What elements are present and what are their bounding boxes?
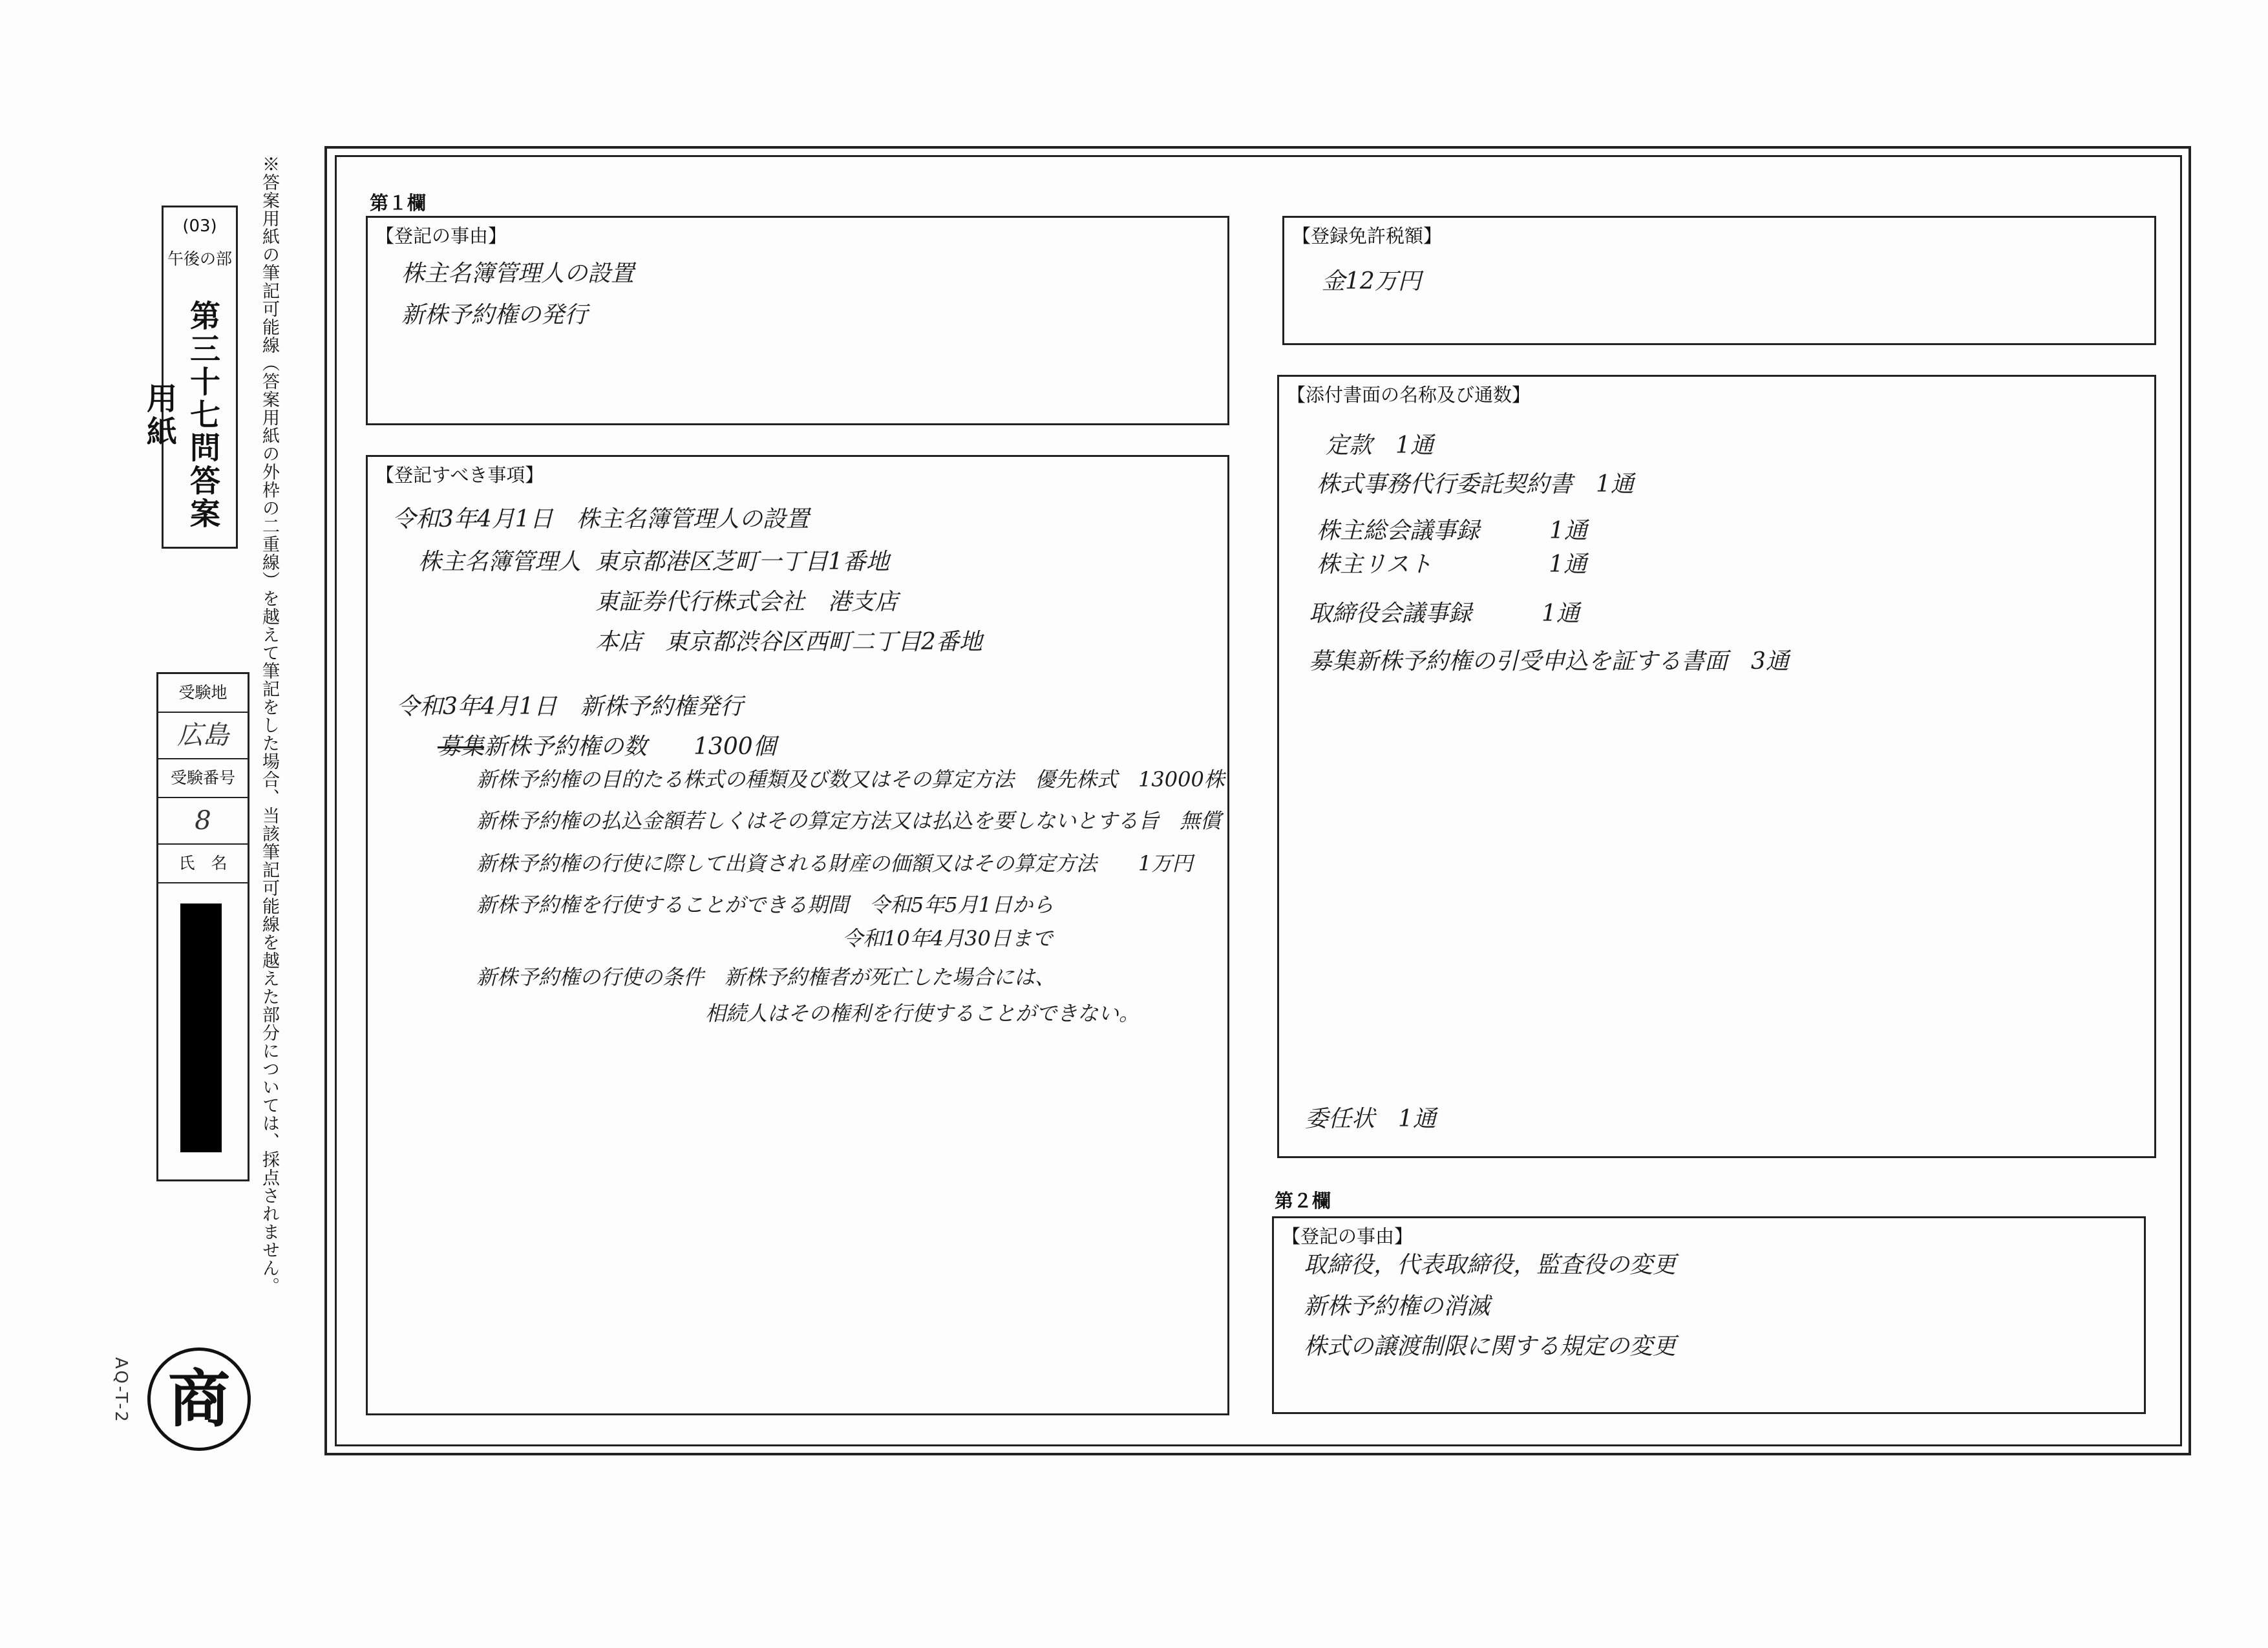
exam-site-label: 受験地 [158,674,248,713]
change-reason-line-3: 株式の譲渡制限に関する規定の変更 [1304,1333,1677,1360]
attachments-box[interactable] [1277,375,2156,1158]
name-label: 氏 名 [158,845,248,883]
exam-code: (03) [182,217,217,236]
attachment-item-5: 取締役会議事録 1通 [1309,600,1580,627]
reason-line-1: 株主名簿管理人の設置 [401,260,635,287]
attachment-item-3: 株主総会議事録 1通 [1317,518,1587,544]
attachment-item-1: 定款 1通 [1326,432,1434,459]
tax-box[interactable] [1282,216,2156,345]
matters-line-a1: 令和3年4月1日 株主名簿管理人の設置 [392,506,809,533]
matters-line-b2 [438,728,776,761]
matters-line-b6: 新株予約権を行使することができる期間 令和5年5月1日から [476,893,1054,917]
candidate-box [156,672,249,1181]
attachment-item-2: 株式事務代行委託契約書 1通 [1317,471,1634,498]
attachment-item-4: 株主リスト 1通 [1317,551,1587,578]
matters-line-a3: 東証券代行株式会社 港支店 [595,589,898,615]
tax-value: 金12万円 [1322,268,1421,295]
page-id: AQ-T-2 [111,1357,131,1424]
matters-line-a2-key: 株主名簿管理人 [418,549,582,575]
struck-text: 募集 [438,734,485,760]
reason-line-2: 新株予約権の発行 [401,302,588,328]
matters-line-b1: 令和3年4月1日 新株予約権発行 [396,693,743,720]
exam-session: 午後の部 [167,249,232,268]
change-reason-line-1: 取締役，代表取締役，監査役の変更 [1304,1252,1677,1278]
change-reason-box[interactable] [1272,1216,2146,1414]
matters-line-b9: 相続人はその権利を行使することができない。 [705,1001,1140,1026]
matters-line-b7: 令和10年4月30日まで [842,926,1053,951]
matters-line-b3: 新株予約権の目的たる株式の種類及び数又はその算定方法 優先株式 13000株 [476,767,1225,792]
matters-line-b5: 新株予約権の行使に際して出資される財産の価額又はその算定方法 1万円 [476,851,1193,876]
matters-box[interactable] [366,455,1229,1415]
change-reason-label: 【登記の事由】 [1282,1225,1414,1247]
tax-label: 【登録免許税額】 [1292,225,1443,247]
exam-number-value: 8 [158,798,248,845]
change-reason-line-2: 新株予約権の消滅 [1304,1293,1490,1320]
exam-title-box [142,206,238,549]
matters-line-b4: 新株予約権の払込金額若しくはその算定方法又は払込を要しないとする旨 無償 [476,808,1222,833]
notice-text: ※答案用紙の筆記可能線（答案用紙の外枠の二重線）を越えて筆記をした場合、当該筆記可能線を越えた部分については、採点されません。 [259,155,279,1295]
matters-label: 【登記すべき事項】 [376,464,544,486]
column2-heading: 第２欄 [1275,1190,1331,1212]
reason-box[interactable] [366,216,1229,425]
column1-heading: 第１欄 [370,192,427,214]
attachment-item-last: 委任状 1通 [1305,1106,1436,1132]
attachment-item-6: 募集新株予約権の引受申込を証する書面 3通 [1309,648,1789,675]
matters-line-b8: 新株予約権の行使の条件 新株予約権者が死亡した場合には、 [476,965,1056,989]
matters-line-b2-text: 新株予約権の数 1300個 [484,734,776,760]
attachments-label: 【添付書面の名称及び通数】 [1287,384,1531,406]
subject-mark: 商 [147,1347,251,1451]
exam-title: 第三十七問答案用紙 [142,300,220,531]
exam-site-value: 広島 [158,713,248,759]
matters-line-a4: 本店 東京都渋谷区西町二丁目2番地 [595,629,982,655]
matters-line-a2-val: 東京都港区芝町一丁目1番地 [595,549,889,575]
name-redaction [180,903,222,1152]
exam-number-label: 受験番号 [158,759,248,798]
reason-label: 【登記の事由】 [376,225,507,247]
